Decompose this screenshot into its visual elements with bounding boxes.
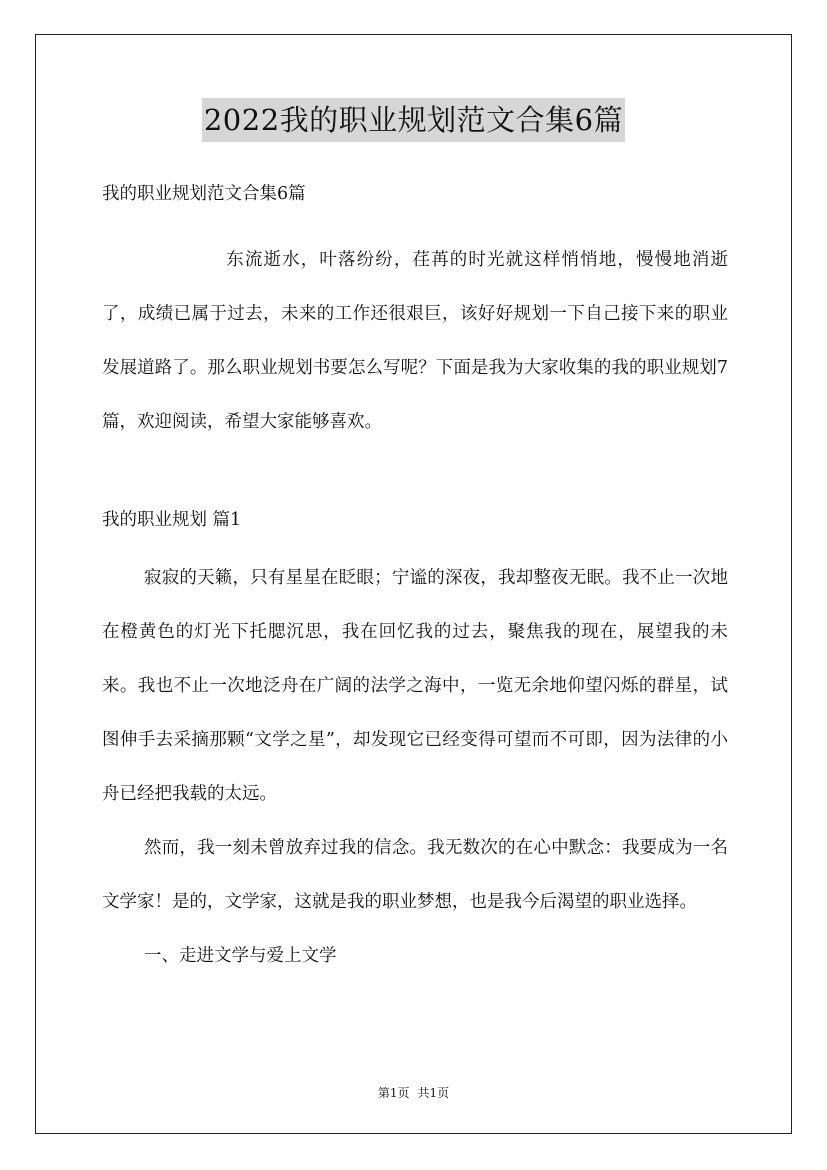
- spacer: [102, 537, 728, 551]
- page-number: 第1页: [377, 1086, 410, 1100]
- section-subheading: 一、走进文学与爱上文学: [144, 946, 337, 966]
- spacer: [102, 211, 728, 233]
- page-footer: [0, 1084, 827, 1101]
- body-paragraph: 然而，我一刻未曾放弃过我的信念。我无数次的在心中默念：我要成为一名文学家！是的，文学家，这就是我的职业梦想，也是我今后渴望的职业选择。: [102, 838, 728, 912]
- intro-paragraph: 东流逝水，叶落纷纷，荏苒的时光就这样悄悄地，慢慢地消逝了，成绩已属于过去，未来的工作还很艰巨，该好好规划一下自己接下来的职业发展道路了。那么职业规划书要怎么写呢？下面是我为大家收集的我的职业规划7篇，欢迎阅读，希望大家能够喜欢。: [102, 250, 728, 432]
- body-paragraph: 寂寂的天籁，只有星星在眨眼；宁谧的深夜，我却整夜无眠。我不止一次地在橙黄色的灯光下托腮沉思，我在回忆我的过去，聚焦我的现在，展望我的未来。我也不止一次地泛舟在广阔的法学之海中，一览无余地仰望闪烁的群星，试图伸手去采摘那颗“文学之星”，却发现它已经变得可望而不可即，因为法律的小舟已经把我载的太远。: [102, 568, 728, 804]
- document-body: [102, 177, 728, 983]
- spacer: [102, 449, 728, 503]
- section-heading: 我的职业规划 篇1: [102, 510, 242, 530]
- document-title: 2022我的职业规划范文合集6篇: [202, 98, 625, 142]
- page-total: 共1页: [417, 1086, 450, 1100]
- title-container: [0, 98, 827, 142]
- document-subtitle: 我的职业规划范文合集6篇: [102, 184, 306, 204]
